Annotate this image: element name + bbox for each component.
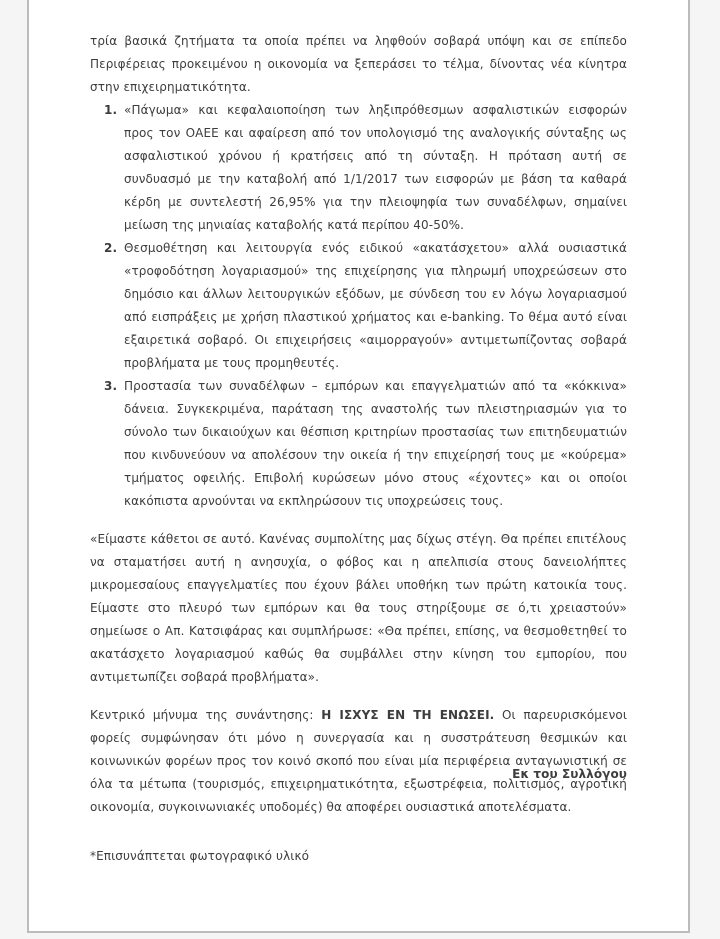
key-message-bold: Η ΙΣΧΥΣ ΕΝ ΤΗ ΕΝΩΣΕΙ. (321, 708, 495, 722)
list-item-1 (90, 99, 627, 237)
list-item-3-number: 3. (104, 379, 118, 393)
quote-paragraph: «Είμαστε κάθετοι σε αυτό. Κανένας συμπολίτης μας δίχως στέγη. Θα πρέπει επιτέλους να σταματήσει αυτή η ανησυχία, ο φόβος και η απελπισία στους δανειολήπτες μικρομεσαίους επαγγελματίες που έχουν βάλει υποθήκη των πρώτη κατοικία τους. Είμαστε στο πλευρό των εμπόρων και θα τους στηρίξουμε σε ό,τι χρειαστούν» σημείωσε ο Απ. Κατσιφάρας και συμπλήρωσε: «Θα πρέπει, επίσης, να θεσμοθετηθεί το ακατάσχετο λογαριασμού καθώς θα συμβάλλει στην κίνηση του εμπορίου, που αντιμετωπίζει σοβαρά προβλήματα». (90, 532, 627, 684)
list-item-1-text: «Πάγωμα» και κεφαλαιοποίηση των ληξιπρόθεσμων ασφαλιστικών εισφορών προς τον ΟΑΕΕ και αφαίρεση από τον υπολογισμό της αναλογικής σύνταξης ως ασφαλιστικού χρόνου ή κρατήσεις από τη σύνταξη. Η πρόταση αυτή σε συνδυασμό με την καταβολή από 1/1/2017 των εισφορών με βάση τα καθαρά κέρδη με συντελεστή 26,95% για την πλειοψηφία των συναδέλφων, σημαίνει μείωση της μηνιαίας καταβολής κατά περίπου 40-50%. (124, 103, 627, 232)
key-message-rest: Οι παρευρισκόμενοι φορείς συμφώνησαν ότι μόνο η συνεργασία και η συσστράτευση θεσμικών και κοινωνικών φορέων προς τον κοινό σκοπό που είναι μία περιφέρεια ανταγωνιστική σε όλα τα μέτωπα (τουρισμός, επιχειρηματικότητα, εξωστρέφεια, πολιτισμός, αγροτική οικονομία, συγκοινωνιακές υποδομές) θα αποφέρει ουσιαστικά αποτελέσματα. (90, 708, 627, 814)
numbered-list (90, 99, 627, 513)
list-item-2-number: 2. (104, 241, 118, 255)
signature: Εκ του Συλλόγου (512, 767, 627, 781)
key-message-prefix: Κεντρικό μήνυμα της συνάντησης: (90, 708, 322, 722)
document-content (29, 0, 688, 819)
footnote: *Επισυνάπτεται φωτογραφικό υλικό (90, 849, 310, 863)
list-item-3-text: Προστασία των συναδέλφων – εμπόρων και επαγγελματιών από τα «κόκκινα» δάνεια. Συγκεκριμένα, παράταση της αναστολής των πλειστηριασμών για το σύνολο των δικαιούχων και θέσπιση κριτηρίων προστασίας των επιτηδευματιών που κινδυνεύουν να απολέσουν την οικεία ή την επιχείρησή τους με «κούρεμα» τμήματος οφειλής. Επιβολή κυρώσεων μόνο στους «έχοντες» και οι οποίοι κακόπιστα αρνούνται να εκπληρώσουν τις υποχρεώσεις τους. (124, 379, 627, 508)
list-item-2 (90, 237, 627, 375)
list-item-2-text: Θεσμοθέτηση και λειτουργία ενός ειδικού «ακατάσχετου» αλλά ουσιαστικά «τροφοδότηση λογαριασμού» της επιχείρησης για πληρωμή υποχρεώσεων στο δημόσιο και άλλων λειτουργικών εξόδων, με σύνδεση του εν λόγω λογαριασμού από εισπράξεις με χρήση πλαστικού χρήματος και e-banking. Το θέμα αυτό είναι εξαιρετικά σοβαρό. Οι επιχειρήσεις «αιμορραγούν» αντιμετωπίζοντας σοβαρά προβλήματα με τους προμηθευτές. (124, 241, 627, 370)
list-item-1-number: 1. (104, 103, 118, 117)
key-message-paragraph (90, 704, 627, 819)
list-item-3 (90, 375, 627, 513)
document-page (27, 0, 690, 933)
intro-paragraph: τρία βασικά ζητήματα τα οποία πρέπει να ληφθούν σοβαρά υπόψη και σε επίπεδο Περιφέρειας προκειμένου η οικονομία να ξεπεράσει το τέλμα, δίνοντας νέα κίνητρα στην επιχειρηματικότητα. (90, 34, 627, 94)
